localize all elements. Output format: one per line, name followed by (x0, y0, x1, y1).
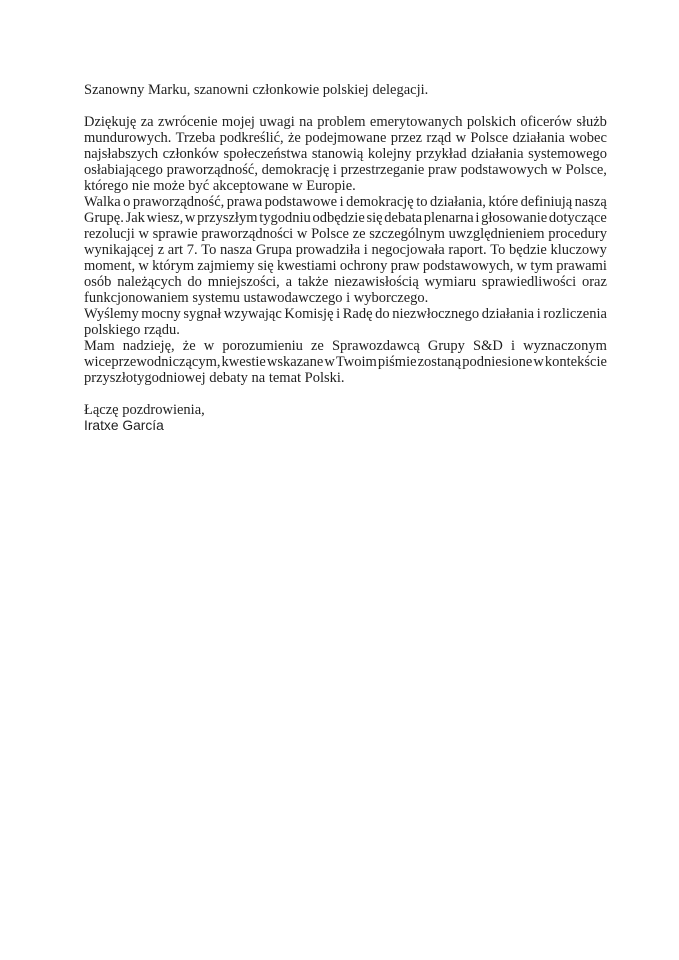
body-line: osób należących do mniejszości, a także niezawisłością wymiaru sprawiedliwości oraz (84, 274, 607, 290)
body-line: przyszłotygodniowej debaty na temat Polski. (84, 370, 345, 386)
body-line: wynikającej z art 7. To nasza Grupa prowadziła i negocjowała raport. To będzie kluczowy (84, 242, 607, 258)
body-line: polskiego rządu. (84, 322, 180, 338)
body-line: którego nie może być akceptowane w Europie. (84, 178, 356, 194)
body-line: Mam nadzieję, że w porozumieniu ze Sprawozdawcą Grupy S&D i wyznaczonym (84, 338, 607, 354)
body-line: Dziękuję za zwrócenie mojej uwagi na problem emerytowanych polskich oficerów służb (84, 114, 607, 130)
body-line: Wyślemy mocny sygnał wzywając Komisję i Radę do niezwłocznego działania i rozliczenia (84, 306, 607, 322)
salutation: Szanowny Marku, szanowni członkowie polskiej delegacji. (84, 82, 429, 98)
letter-body (84, 114, 607, 386)
body-line: osłabiającego praworządność, demokrację i przestrzeganie praw podstawowych w Polsce, (84, 162, 607, 178)
body-line: funkcjonowaniem systemu ustawodawczego i wyborczego. (84, 290, 429, 306)
body-line: Grupę. Jak wiesz, w przyszłym tygodniu odbędzie się debata plenarna i głosowanie dotyczące (84, 210, 607, 226)
body-line: wiceprzewodniczącym, kwestie wskazane w Twoim piśmie zostaną podniesione w kontekście (84, 354, 607, 370)
body-line: mundurowych. Trzeba podkreślić, że podejmowane przez rząd w Polsce działania wobec (84, 130, 607, 146)
letter-content (84, 82, 607, 434)
body-line: moment, w którym zajmiemy się kwestiami ochrony praw podstawowych, w tym prawami (84, 258, 607, 274)
body-line: najsłabszych członków społeczeństwa stanowią kolejny przykład działania systemowego (84, 146, 607, 162)
signature-name: Iratxe García (84, 418, 164, 433)
body-line: Walka o praworządność, prawa podstawowe i demokrację to działania, które definiują naszą (84, 194, 607, 210)
body-line: rezolucji w sprawie praworządności w Polsce ze szczególnym uwzględnieniem procedury (84, 226, 607, 242)
blank-line (84, 98, 607, 114)
closing: Łączę pozdrowienia, (84, 402, 205, 418)
blank-line (84, 386, 607, 402)
